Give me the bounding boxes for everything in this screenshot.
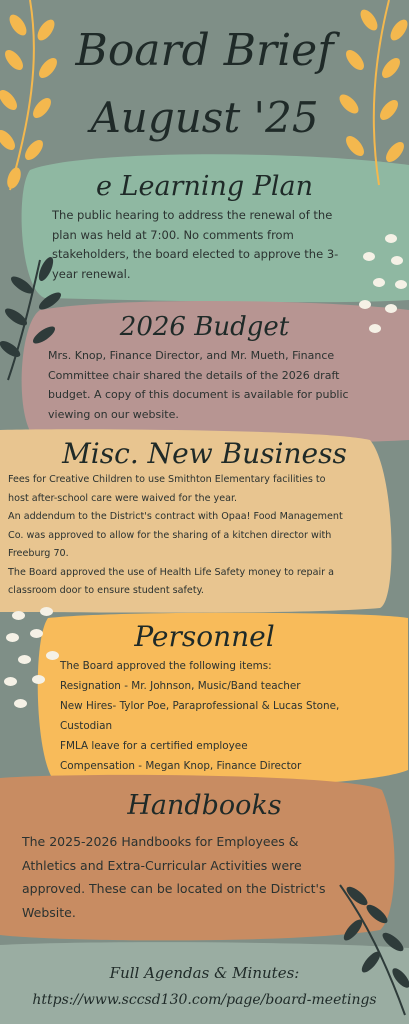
text-line: Committee chair shared the details of the 2026 draft [48,368,340,382]
text-line: classroom door to ensure student safety. [8,585,204,596]
personnel-body [60,656,400,776]
text-line: stakeholders, the board elected to approve the 3- [52,247,339,261]
text-line: Fees for Creative Children to use Smithton Elementary facilities to [8,474,326,485]
text-line: year renewal. [52,266,131,281]
footer-url-link[interactable]: https://www.sccsd130.com/page/board-meetings [32,992,377,1008]
handbooks-heading: Handbooks [127,790,282,821]
text-line: New Hires- Tylor Poe, Paraprofessional & Lucas Stone, [60,700,340,712]
text-line: viewing on our website. [48,407,179,421]
text-line: The 2025-2026 Handbooks for Employees & [22,834,299,849]
footer-label: Full Agendas & Minutes: [109,964,300,982]
budget-body [48,346,408,424]
text-line: plan was held at 7:00. No comments from [52,227,294,242]
elearning-heading: e Learning Plan [95,171,314,202]
budget-heading: 2026 Budget [119,312,290,342]
text-line: The Board approved the use of Health Life Safety money to repair a [8,566,335,578]
misc-body [8,471,403,601]
text-line: The public hearing to address the renewal of the [52,208,333,222]
text-line: Mrs. Knop, Finance Director, and Mr. Mueth, Finance [48,349,335,362]
text-line: Freeburg 70. [8,548,69,559]
elearning-body [52,206,397,284]
page-title-line1: Board Brief [75,25,334,76]
page-title-line2: August '25 [90,93,319,142]
text-line: host after-school care were waived for the year. [8,492,238,504]
handbooks-body [22,830,392,924]
text-line: Website. [22,904,76,920]
text-line: FMLA leave for a certified employee [60,740,248,752]
text-line: Athletics and Extra-Curricular Activities were [22,857,302,873]
text-line: approved. These can be located on the District's [22,881,326,896]
text-line: budget. A copy of this document is available for public [48,388,349,401]
text-line: Co. was approved to allow for the sharing of a kitchen director with [8,529,332,541]
text-line: The Board approved the following items: [60,660,272,672]
text-line: Resignation - Mr. Johnson, Music/Band teacher [60,680,301,692]
text-line: Custodian [60,720,113,732]
personnel-heading: Personnel [134,620,275,653]
text-line: An addendum to the District's contract with Opaa! Food Management [8,511,343,522]
misc-heading: Misc. New Business [62,437,347,470]
text-line: Compensation - Megan Knop, Finance Director [60,760,302,772]
